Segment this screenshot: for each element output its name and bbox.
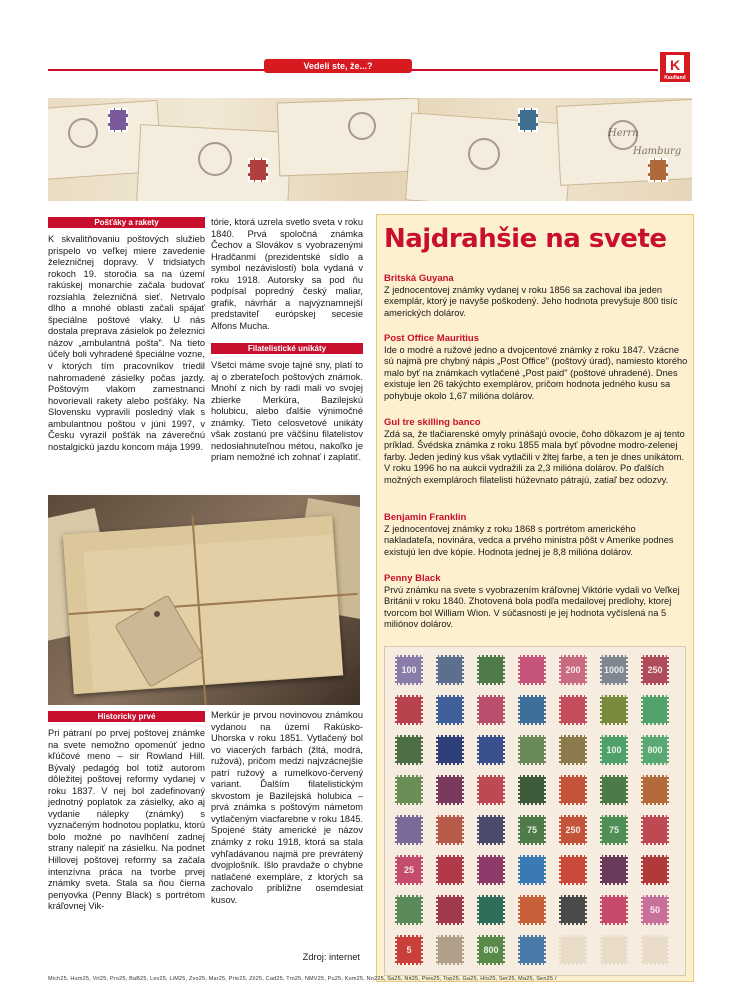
album-stamp: [395, 695, 423, 725]
album-stamp: [395, 855, 423, 885]
album-stamp: [477, 935, 505, 965]
album-stamp: [477, 815, 505, 845]
album-stamp: [641, 935, 669, 965]
stamp-value: 75: [526, 825, 537, 835]
album-stamp: [395, 655, 423, 685]
album-stamp: [518, 655, 546, 685]
album-stamp: [641, 895, 669, 925]
album-stamp: [436, 655, 464, 685]
album-stamp: [436, 735, 464, 765]
stamp-album-photo: [384, 646, 686, 976]
album-stamp: [641, 695, 669, 725]
album-stamp: [600, 695, 628, 725]
entry-text: Ide o modré a ružové jedno a dvojcentové známky z roku 1847. Vzácne sú najmä pre chybný nápis „Post Office" (poštový úrad), namiesto ktorého malo byť na známkach vytlačené „Post paid" (poštové uhradené). Dnes existuje len 26 takýchto exemplárov, pričom hodnota jedného kusu sa pohybuje okolo 1,67 milióna dolárov.: [384, 345, 688, 401]
source-note: Zdroj: internet: [302, 952, 360, 962]
album-stamp: [395, 935, 423, 965]
entry-title: Britská Guyana: [384, 273, 454, 284]
section-heading-postaky: Pošťáky a rakety: [48, 217, 205, 228]
album-stamp: [641, 655, 669, 685]
album-stamp: [395, 895, 423, 925]
album-stamp: [518, 895, 546, 925]
album-stamp: [600, 935, 628, 965]
album-stamp: [395, 735, 423, 765]
stamp-value: 100: [401, 665, 417, 675]
album-stamp: [559, 935, 587, 965]
album-stamp: [477, 775, 505, 805]
article-text: Všetci máme svoje tajné sny, platí to aj o zberateľoch poštových známok. Mnohí z nich by radi mali vo svojej zbierke Merkúra, Bazilejskú holubicu, alebo ďalšie výnimočné známky. Tieto celosvetové unikáty však zostanú pre väčšinu filatelistov nedosiahnuteľnou métou, nakoľko je priam nemožné ich zohnať i zaplatiť.: [211, 360, 363, 463]
album-stamp: [436, 895, 464, 925]
vintage-envelopes-banner: Herrn Hamburg: [48, 98, 692, 201]
section-tag: Vedeli ste, že...?: [264, 59, 412, 73]
album-stamp: [600, 855, 628, 885]
article-text: K skvalitňovaniu poštových služieb prispelo vo veľkej miere zavedenie železničnej dopravy. V tridsiatych rokoch 19. storočia sa na území rakúskej monarchie začala budovať rozsiahla železničná sieť. Netrvalo dlho a mnohé oblasti začali spájať špeciálne poštové vlaky. U nás dostala preprava zásielok po železnici názov „ambulantná pošta". Na tieto účely boli vyhradené špeciálne vozne, v ktorých tím pracovníkov triedil nahromadené zásielky počas jazdy. Poštovým vlakom zamestnanci hovorievali rakety alebo pošťáky. Na Slovensku vypravili posledný vlak s ambulantnou poštou v júni 1997, v Česku vyrazil pošťák na záverečnú nostalgickú jazdu koncom mája 1999.: [48, 234, 205, 452]
entry-title: Benjamin Franklin: [384, 512, 467, 523]
entry-title: Gul tre skilling banco: [384, 417, 481, 428]
entry-title: Post Office Mauritius: [384, 333, 480, 344]
album-stamp: [477, 695, 505, 725]
stamp-value: 1000: [603, 665, 625, 675]
entry-text: Prvú známku na svete s vyobrazením kráľovnej Viktórie vydali vo Veľkej Británii v roku 1840. Zhotovená bola podľa medailovej predlohy, ktorej tvorcom bol William Wion. V súčasnosti je jej hodnota vyčíslená na 5 miliónov dolárov.: [384, 585, 680, 630]
tied-envelopes-photo: [48, 495, 360, 705]
album-stamp: [477, 855, 505, 885]
stamp-value: 800: [483, 945, 499, 955]
box-title: Najdrahšie na svete: [384, 224, 667, 254]
album-stamp: [518, 735, 546, 765]
section-heading-unikaty: Filatelistické unikáty: [211, 343, 363, 354]
entry-title: Penny Black: [384, 573, 441, 584]
stamp-value: 50: [649, 905, 660, 915]
album-stamp: [477, 895, 505, 925]
section-heading-historicky: Historicky prvé: [48, 711, 205, 722]
stamp-value: 200: [565, 665, 581, 675]
album-stamp: [600, 895, 628, 925]
album-stamp: [641, 735, 669, 765]
album-stamp: [559, 655, 587, 685]
album-stamp: [641, 775, 669, 805]
album-stamp: [600, 815, 628, 845]
stamp-value: 75: [608, 825, 619, 835]
album-stamp: [436, 815, 464, 845]
album-stamp: [600, 775, 628, 805]
album-stamp: [477, 735, 505, 765]
article-text: Pri pátraní po prvej poštovej známke na svete nemožno opomenúť jedno kľúčové meno – sir Rowland Hill. Bývalý pedagóg bol totiž autorom dôležitej poštovej reformy vydanej v roku 1837. V nej bol zadefinovaný jednotný poplatok za zásielky, ako aj vydanie nálepky (známky) s vyznačeným hodnotou poplatku, ktorú bolo možné po navlhčení zadnej strany nalepiť na zásielku. Na podnet Hillovej poštovej reformy sa začala intenzívna práca na tvorbe prvej známky sveta. Stala sa ňou čierna penyovka (Penny Black) s portrétom kráľovnej Vik-: [48, 728, 205, 912]
album-stamp: [395, 775, 423, 805]
album-stamp: [436, 775, 464, 805]
footer-codes: Mich25, Hum25, Vrt25, Pro25, BaB25, Lev25, LiM25, Zvo25, Mar25, Prie25, Zil25, Cad25, Trn25, NMV25, Pu25, Kom25, No225, Sa25, Nit25, Pies25, Top25, Ga25, Hlo25, Ser25, Ma25, Sen25 /: [48, 976, 557, 982]
album-stamp: [518, 855, 546, 885]
album-stamp: [477, 655, 505, 685]
stamp-value: 250: [647, 665, 663, 675]
stamp-value: 5: [406, 945, 412, 955]
kaufland-logo: K Kaufland: [660, 52, 690, 82]
album-stamp: [518, 815, 546, 845]
album-stamp: [436, 935, 464, 965]
album-stamp: [395, 815, 423, 845]
album-stamp: [641, 815, 669, 845]
album-stamp: [600, 655, 628, 685]
album-stamp: [559, 695, 587, 725]
album-stamp: [518, 695, 546, 725]
album-stamp: [436, 855, 464, 885]
album-stamp: [559, 895, 587, 925]
album-stamp: [436, 695, 464, 725]
album-stamp: [559, 815, 587, 845]
stamp-value: 100: [606, 745, 622, 755]
article-text: tórie, ktorá uzrela svetlo sveta v roku 1840. Prvá spoločná známka Čechov a Slovákov s vyobrazenými Hradčanmi (prezidentské sídlo a symbol nezávislosti) bola vydaná v roku 1918. Autorsky sa pod ňu podpísal popredný český maliar, grafik, návrhár a najvýznamnejší predstaviteľ európskej secesie Alfons Mucha.: [211, 217, 363, 331]
album-stamp: [641, 855, 669, 885]
entry-text: Z jednocentovej známky z roku 1868 s portrétom amerického nakladateľa, novinára, vedca a prvého ministra pôšt v Amerike podnes existujú len dve kópie. Hodnota jednej je 8,8 milióna dolárov.: [384, 524, 674, 557]
album-stamp: [559, 735, 587, 765]
article-text: Merkúr je prvou novinovou známkou vydanou na území Rakúsko-Uhorska v roku 1851. Vytlačený bol vo viacerých farbách (žltá, modrá, ružová), pričom medzi najvzácnejšie patrí ružový a rumelkovo-červený variant. Ďalším filatelistickým skvostom je Bazilejská holubica – prvá známka s poštovým námetom vytlačeným viacfarebne v roku 1845. Spojené štáty americké je názov známky z roku 1918, ktorá sa stala vyhľadávanou najmä pre prevrátený dvojplošník. Išlo pravdaže o chybne natlačené exempláre, z ktorých sa zachovalo približne osemdesiat kusov.: [211, 710, 363, 905]
album-stamp: [600, 735, 628, 765]
stamp-value: 250: [565, 825, 581, 835]
album-stamp: [559, 855, 587, 885]
album-stamp: [518, 775, 546, 805]
entry-text: Zdá sa, že tlačiarenské omyly prinášajú ovocie, čoho dôkazom je aj tento príklad. Švédska známka z roku 1855 mala byť pôvodne modro-zelenej farby. Jeden jediný kus však vytlačili v žltej farbe, a ten je dnes unikátom. V roku 1996 ho na aukcii vydražili za 2,3 milióna dolárov. Po ďalších možných exemplároch filatelisti húževnato pátrajú, zatiaľ bez odozvy.: [384, 429, 685, 485]
entry-text: Z jednocentovej známky vydanej v roku 1856 sa zachoval iba jeden exemplár, ktorý je navyše poškodený. Jeho hodnota prevyšuje 800 tisíc amerických dolárov.: [384, 285, 678, 318]
stamp-value: 800: [647, 745, 663, 755]
stamp-value: 25: [403, 865, 414, 875]
album-stamp: [559, 775, 587, 805]
album-stamp: [518, 935, 546, 965]
